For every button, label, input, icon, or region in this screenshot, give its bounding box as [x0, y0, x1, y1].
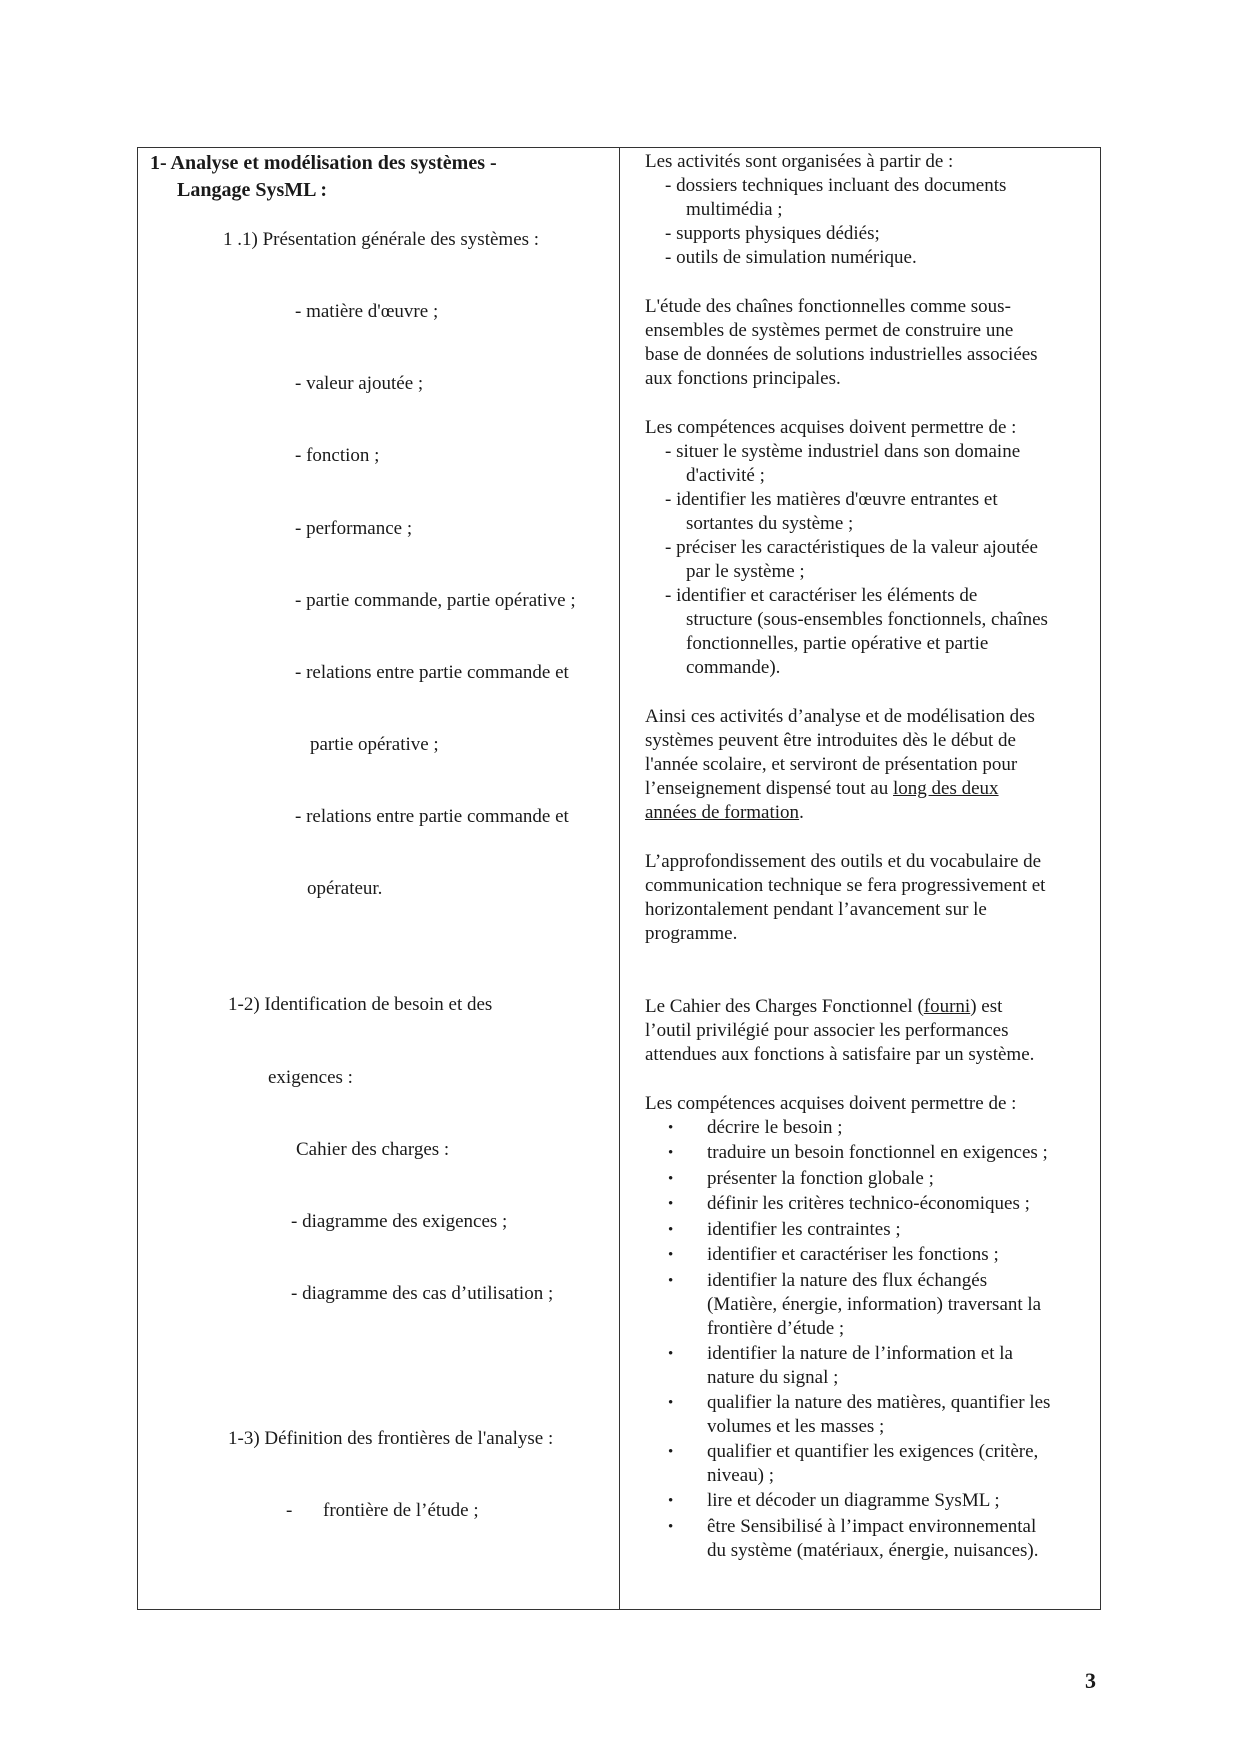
list-item: traduire un besoin fonctionnel en exigences ;: [707, 1142, 1048, 1163]
bullet-icon: •: [668, 1273, 674, 1289]
text-line: - identifier les matières d'œuvre entrantes et: [665, 489, 998, 510]
list-item: identifier la nature des flux échangés: [707, 1270, 988, 1291]
list-item-cont: (Matière, énergie, information) traversant la: [707, 1294, 1042, 1315]
list-item: Cahier des charges :: [296, 1139, 450, 1160]
bullet-icon: •: [668, 1247, 674, 1263]
list-item-cont: niveau) ;: [707, 1465, 775, 1486]
text-line: [645, 995, 1002, 1019]
list-item: - matière d'œuvre ;: [295, 301, 439, 322]
list-item: identifier la nature de l’information et la: [707, 1343, 1013, 1364]
text-line: d'activité ;: [686, 465, 765, 486]
underlined-text: fourni: [923, 996, 971, 1017]
text-line: - identifier et caractériser les éléments de: [665, 585, 978, 606]
bullet-icon: •: [668, 1395, 674, 1411]
list-item: - performance ;: [295, 518, 413, 539]
list-item: - diagramme des exigences ;: [291, 1211, 508, 1232]
text-line: Les compétences acquises doivent permettre de :: [645, 1093, 1017, 1114]
section-heading: 1- Analyse et modélisation des systèmes -: [150, 152, 497, 174]
text-segment: l’enseignement dispensé tout au: [645, 778, 893, 799]
bullet-icon: •: [668, 1222, 674, 1238]
bullet-icon: •: [668, 1196, 674, 1212]
list-item: être Sensibilisé à l’impact environnemental: [707, 1516, 1037, 1537]
text-segment: .: [799, 802, 804, 823]
list-item: qualifier la nature des matières, quantifier les: [707, 1392, 1051, 1413]
text-line: systèmes peuvent être introduites dès le début de: [645, 730, 1016, 751]
list-item-cont: nature du signal ;: [707, 1367, 839, 1388]
section-heading-cont: Langage SysML :: [177, 179, 328, 201]
text-line: [645, 777, 999, 801]
list-item: identifier et caractériser les fonctions ;: [707, 1244, 999, 1265]
list-item: - partie commande, partie opérative ;: [295, 590, 576, 611]
text-line: - supports physiques dédiés;: [665, 223, 880, 244]
text-line: multimédia ;: [686, 199, 783, 220]
bullet-icon: •: [668, 1120, 674, 1136]
bullet-icon: •: [668, 1145, 674, 1161]
list-item: opérateur.: [307, 878, 383, 899]
text-segment: ) est: [970, 996, 1003, 1017]
bullet-icon: •: [668, 1519, 674, 1535]
text-line: - situer le système industriel dans son domaine: [665, 441, 1021, 462]
bullet-icon: •: [668, 1346, 674, 1362]
text-line: commande).: [686, 657, 781, 678]
text-line: [645, 801, 804, 825]
text-line: - dossiers techniques incluant des documents: [665, 175, 1007, 196]
text-line: horizontalement pendant l’avancement sur le: [645, 899, 987, 920]
bullet-icon: •: [668, 1444, 674, 1460]
list-item: - relations entre partie commande et: [295, 662, 569, 683]
text-line: - préciser les caractéristiques de la valeur ajoutée: [665, 537, 1038, 558]
subsection-title: 1 .1) Présentation générale des systèmes :: [223, 229, 540, 250]
list-item: lire et décoder un diagramme SysML ;: [707, 1490, 1000, 1511]
text-line: fonctionnelles, partie opérative et partie: [686, 633, 989, 654]
text-line: L’approfondissement des outils et du vocabulaire de: [645, 851, 1042, 872]
column-divider: [619, 148, 620, 1609]
text-line: Ainsi ces activités d’analyse et de modélisation des: [645, 706, 1035, 727]
list-item: définir les critères technico-économiques ;: [707, 1193, 1030, 1214]
text-line: programme.: [645, 923, 738, 944]
list-item: frontière de l’étude ;: [323, 1500, 479, 1521]
text-line: l’outil privilégié pour associer les performances: [645, 1020, 1009, 1041]
list-item: présenter la fonction globale ;: [707, 1168, 934, 1189]
subsection-title: 1-2) Identification de besoin et des: [228, 994, 493, 1015]
text-line: par le système ;: [686, 561, 805, 582]
underlined-text: long des deux: [893, 778, 999, 799]
list-item: identifier les contraintes ;: [707, 1219, 901, 1240]
text-line: base de données de solutions industrielles associées: [645, 344, 1038, 365]
list-item: qualifier et quantifier les exigences (critère,: [707, 1441, 1039, 1462]
list-item-cont: frontière d’étude ;: [707, 1318, 845, 1339]
subsection-title: 1-3) Définition des frontières de l'analyse :: [228, 1428, 554, 1449]
list-item: décrire le besoin ;: [707, 1117, 843, 1138]
text-segment: Le Cahier des Charges Fonctionnel (: [645, 996, 924, 1017]
text-line: structure (sous-ensembles fonctionnels, chaînes: [686, 609, 1048, 630]
text-line: - outils de simulation numérique.: [665, 247, 917, 268]
subsection-title-cont: exigences :: [268, 1067, 353, 1088]
list-item: - relations entre partie commande et: [295, 806, 569, 827]
text-line: attendues aux fonctions à satisfaire par un système.: [645, 1044, 1035, 1065]
list-item: partie opérative ;: [310, 734, 439, 755]
text-line: l'année scolaire, et serviront de présentation pour: [645, 754, 1018, 775]
bullet-icon: •: [668, 1171, 674, 1187]
text-line: aux fonctions principales.: [645, 368, 841, 389]
list-item: - valeur ajoutée ;: [295, 373, 424, 394]
text-line: L'étude des chaînes fonctionnelles comme sous-: [645, 296, 1011, 317]
list-dash: -: [286, 1500, 293, 1521]
page-number: 3: [1085, 1668, 1096, 1693]
list-item-cont: volumes et les masses ;: [707, 1416, 885, 1437]
list-item: - diagramme des cas d’utilisation ;: [291, 1283, 554, 1304]
text-line: Les activités sont organisées à partir de :: [645, 151, 954, 172]
text-line: sortantes du système ;: [686, 513, 854, 534]
text-line: Les compétences acquises doivent permettre de :: [645, 417, 1017, 438]
underlined-text: années de formation: [645, 802, 800, 823]
list-item-cont: du système (matériaux, énergie, nuisances).: [707, 1540, 1039, 1561]
bullet-icon: •: [668, 1493, 674, 1509]
text-line: communication technique se fera progressivement et: [645, 875, 1046, 896]
text-line: ensembles de systèmes permet de construire une: [645, 320, 1014, 341]
list-item: - fonction ;: [295, 445, 380, 466]
